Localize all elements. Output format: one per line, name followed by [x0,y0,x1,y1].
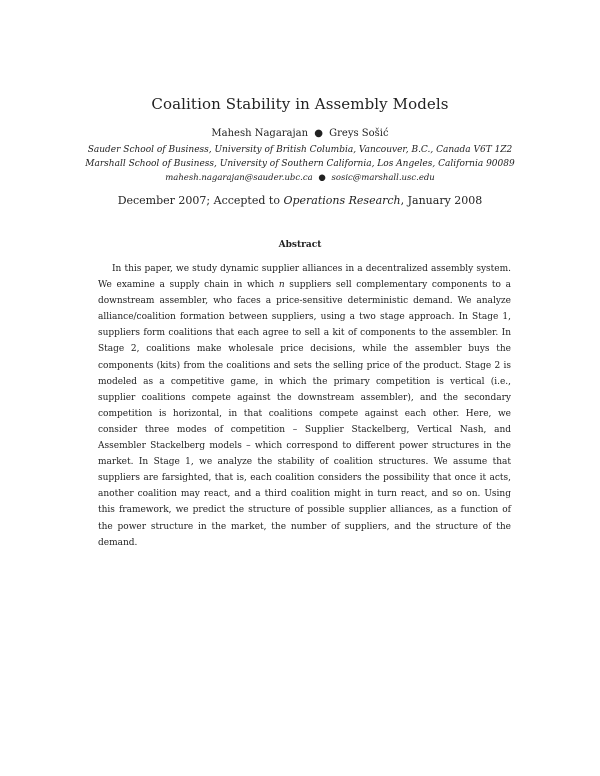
author-email: mahesh.nagarajan@sauder.ubc.ca [165,173,313,183]
abstract-text: In this paper, we study dynamic supplier alliances in a decentralized assembly system. We examine a supply chain in which [98,264,511,291]
abstract-text: suppliers sell complementary components to a downstream assembler, who faces a price-sensitive deterministic demand. We analyze alliance/coalition formation between suppliers, using a two stage approach. In Stage 1, suppliers form coalitions that each agree to sell a kit of components to the assembler. In Stage 2, coalitions make wholesale price decisions, while the assembler buys the components (kits) from the coalitions and sets the selling price of the product. Stage 2 is modeled as a competitive game, in which the primary competition is vertical (i.e., supplier coalitions compete against the downstream assembler), and the secondary competition is horizontal, in that coalitions compete against each other. Here, we consider three modes of competition – Supplier Stackelberg, Vertical Nash, and Assembler Stackelberg models – which correspond to different power structures in the market. In Stage 1, we analyze the stability of coalition structures. We assume that suppliers are farsighted, that is, each coalition considers the possibility that once it acts, another coalition may react, and a third coalition might in turn react, and so on. Using this framework, we predict the structure of possible supplier alliances, as a function of the power structure in the market, the number of suppliers, and the structure of the demand. [98,280,511,548]
publication-date [0,194,600,207]
affiliation: Sauder School of Business, University of British Columbia, Vancouver, B.C., Canada V6T 1Z2 [87,145,513,155]
abstract-body [98,261,511,551]
author-name: Mahesh Nagarajan [211,128,309,139]
date-suffix: , January 2008 [400,194,483,207]
author-line [0,128,600,139]
author-name: Greys Sošić [329,128,389,139]
affiliation: Marshall School of Business, University of Southern California, Los Angeles, California 90089 [85,159,515,169]
separator-dot: ● [314,128,323,139]
date-prefix: December 2007; Accepted to [117,194,284,207]
email-line [0,173,600,183]
math-variable: n [278,280,285,291]
separator-dot: ● [318,173,326,183]
journal-name: Operations Research [283,194,401,207]
author-email: sosic@marshall.usc.edu [331,173,435,183]
paper-title: Coalition Stability in Assembly Models [151,95,449,113]
abstract-heading: Abstract [278,240,322,250]
